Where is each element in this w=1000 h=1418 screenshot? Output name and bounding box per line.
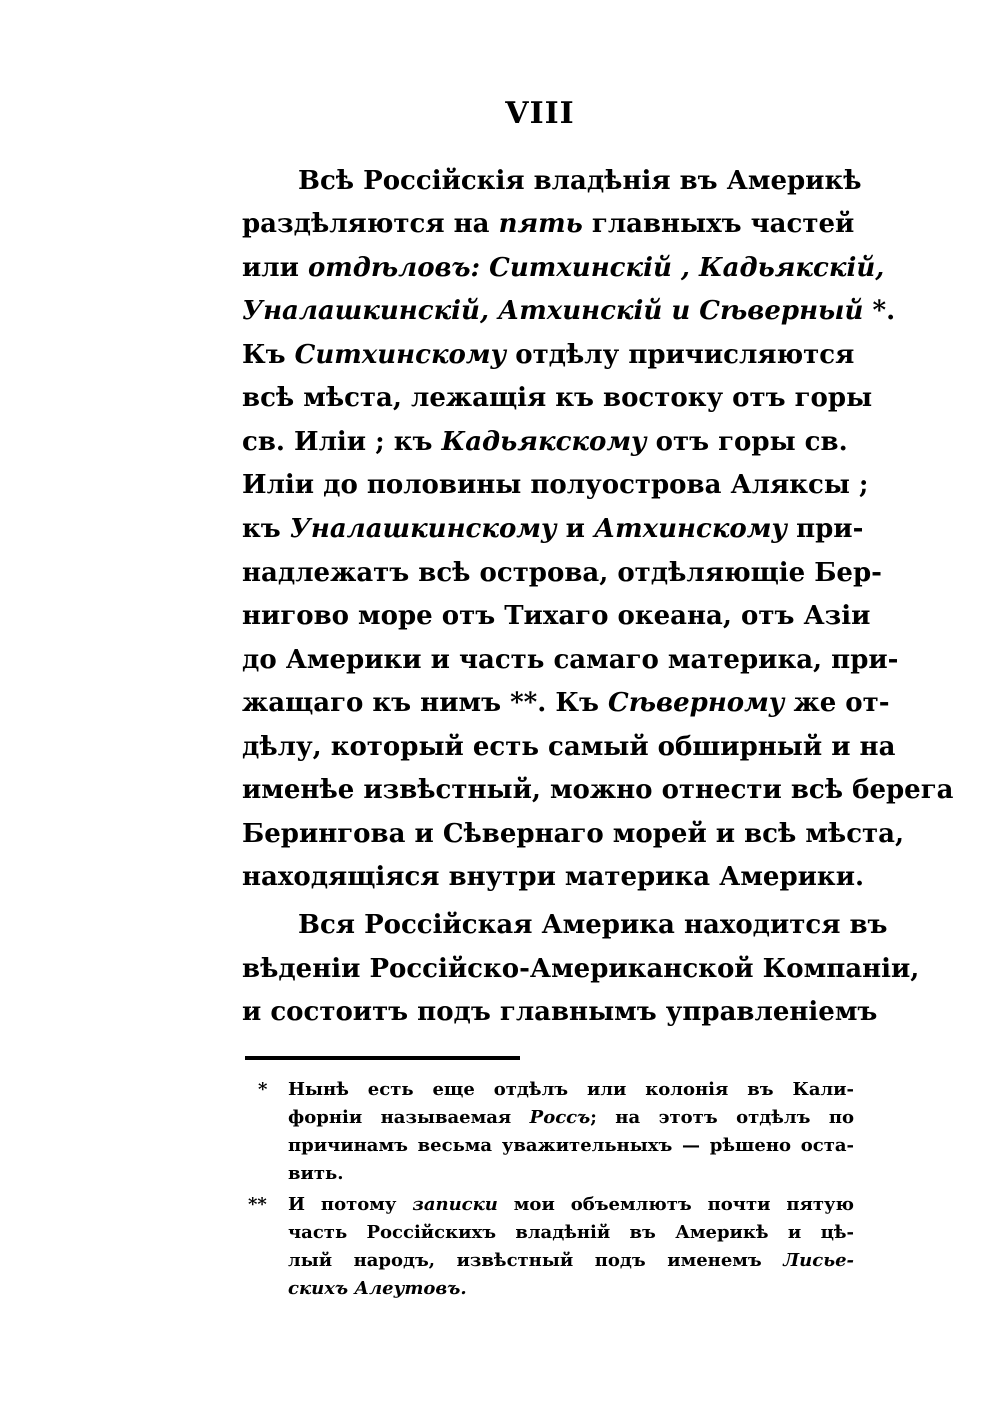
italic-segment: Россъ — [529, 1107, 591, 1128]
text-segment: Берингова и Сѣвернаго морей и всѣ мѣста, — [242, 819, 905, 849]
italic-segment: Кадьякскому — [441, 427, 647, 457]
text-line — [242, 860, 865, 894]
footnote-line — [288, 1106, 854, 1130]
text-segment: надлежатъ всѣ острова, отдѣляющіе Бер- — [242, 558, 882, 588]
text-line — [242, 817, 905, 851]
page-number: VIII — [505, 96, 575, 131]
text-segment: св. Иліи ; къ — [242, 427, 442, 457]
text-line — [298, 908, 888, 942]
text-segment: дѣлу, который есть самый обширный и на — [242, 732, 896, 762]
footnote-line — [288, 1221, 854, 1245]
text-segment: или — [242, 253, 308, 283]
footnote-line — [288, 1249, 854, 1273]
text-line — [242, 599, 871, 633]
footnote-line — [288, 1277, 854, 1301]
text-segment: къ — [242, 514, 290, 544]
text-segment: Вся Россійская Америка находится въ — [298, 910, 888, 940]
footnote-line — [288, 1078, 854, 1102]
text-line — [242, 556, 882, 590]
text-line — [242, 995, 878, 1029]
text-segment: форніи называемая — [288, 1107, 530, 1128]
text-line — [242, 251, 885, 285]
text-line — [242, 686, 890, 720]
text-segment: ; на этотъ отдѣлъ по — [590, 1107, 855, 1128]
text-segment: лый народъ, извѣстный подъ именемъ — [288, 1250, 784, 1271]
text-line — [298, 164, 862, 198]
text-segment: отдѣлу причисляются — [506, 340, 855, 370]
text-line — [242, 730, 896, 764]
text-segment: отъ горы св. — [646, 427, 848, 457]
text-segment: вѣденіи Россійско-Американской Компаніи, — [242, 954, 920, 984]
text-segment: раздѣляются на — [242, 209, 499, 239]
text-segment: Къ — [242, 340, 295, 370]
text-segment: мои объемлютъ почти пятую — [497, 1194, 854, 1215]
text-line — [242, 381, 873, 415]
text-segment: *. — [863, 296, 896, 326]
text-line — [242, 207, 855, 241]
text-segment: всѣ мѣста, лежащія къ востоку отъ горы — [242, 383, 873, 413]
italic-segment: пять — [498, 209, 583, 239]
text-segment: главныхъ частей — [582, 209, 855, 239]
text-line — [242, 643, 899, 677]
italic-segment: Ситхинскому — [294, 340, 507, 370]
text-segment: Иліи до половины полуострова Аляксы ; — [242, 470, 869, 500]
text-segment: нигово море отъ Тихаго океана, отъ Азіи — [242, 601, 871, 631]
text-line — [242, 338, 855, 372]
text-segment: жащаго къ нимъ **. Къ — [242, 688, 609, 718]
italic-segment: Сѣверному — [608, 688, 785, 718]
text-segment: И потому — [288, 1194, 413, 1215]
footnote-marker: ** — [248, 1194, 267, 1215]
italic-segment: Уналашкинскій, Атхинскій и Сѣверный — [242, 296, 864, 326]
text-segment: часть Россійскихъ владѣній въ Америкѣ и цѣ- — [288, 1222, 854, 1243]
text-segment: при- — [787, 514, 864, 544]
footnote-marker: * — [258, 1079, 268, 1100]
text-line — [242, 468, 869, 502]
footnote-line — [288, 1134, 854, 1158]
text-line — [242, 952, 920, 986]
text-segment: же от- — [784, 688, 890, 718]
italic-segment: записки — [412, 1194, 498, 1215]
text-segment: вить. — [288, 1163, 344, 1184]
text-segment: и состоитъ подъ главнымъ управленіемъ — [242, 997, 878, 1027]
text-line — [242, 425, 848, 459]
footnote-line — [288, 1162, 854, 1186]
footnote-line — [288, 1193, 854, 1217]
text-segment: и — [556, 514, 594, 544]
italic-segment: отдѣловъ: Ситхинскій , Кадьякскій, — [307, 253, 885, 283]
text-segment: до Америки и часть самаго материка, при- — [242, 645, 899, 675]
text-segment: находящіяся внутри материка Америки. — [242, 862, 865, 892]
text-line — [242, 773, 954, 807]
italic-segment: скихъ Алеутовъ. — [288, 1278, 467, 1299]
text-segment: Нынѣ есть еще отдѣлъ или колонія въ Кали- — [288, 1079, 854, 1100]
text-line — [242, 512, 864, 546]
italic-segment: Уналашкинскому — [289, 514, 557, 544]
italic-segment: Лисье- — [783, 1250, 854, 1271]
italic-segment: Атхинскому — [593, 514, 788, 544]
text-segment: Всѣ Россійскія владѣнія въ Америкѣ — [298, 166, 862, 196]
text-segment: причинамъ весьма уважительныхъ — рѣшено оста- — [288, 1135, 854, 1156]
text-line — [242, 294, 896, 328]
text-segment: именѣе извѣстный, можно отнести всѣ берега — [242, 775, 954, 805]
footnote-separator — [245, 1056, 520, 1060]
